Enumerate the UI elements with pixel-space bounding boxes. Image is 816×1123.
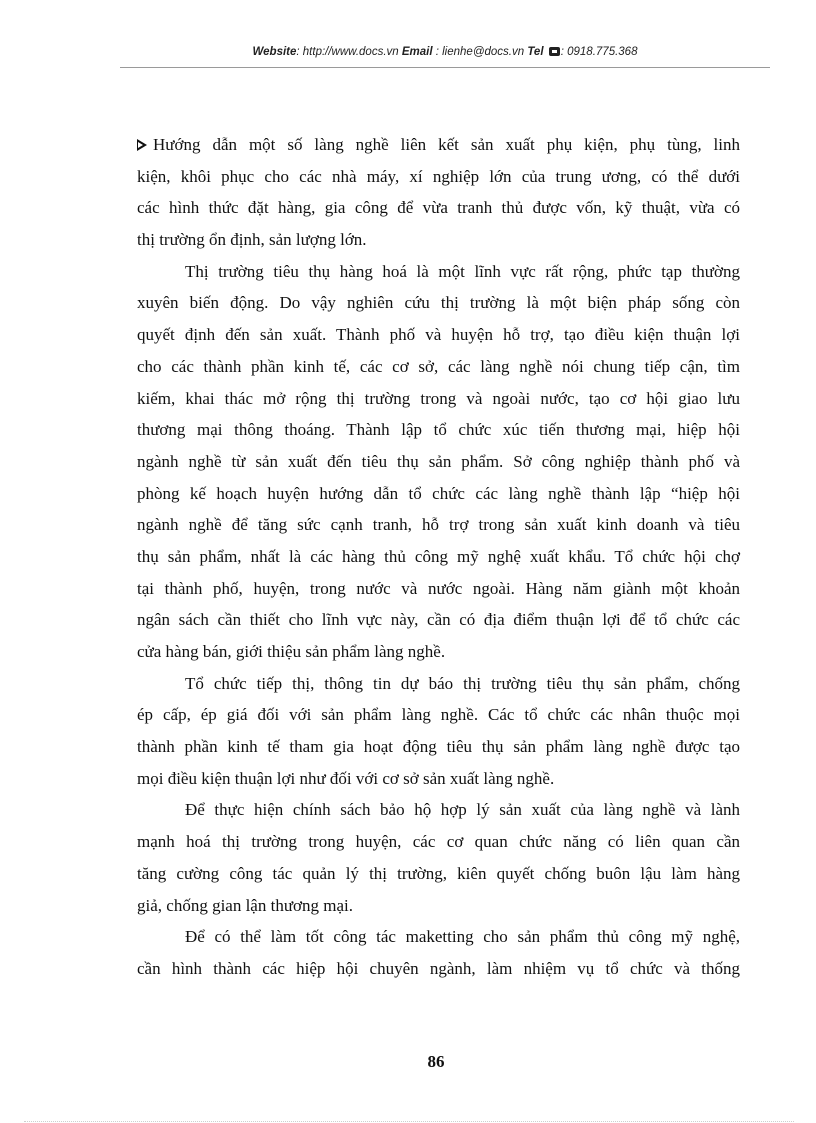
tel-value: : 0918.775.368 bbox=[560, 46, 638, 58]
email-label: Email bbox=[401, 46, 433, 58]
text-line: cần hình thành các hiệp hội chuyên ngành, làm nhiệm vụ tổ chức và thống bbox=[137, 958, 740, 978]
arrow-bullet-icon bbox=[137, 139, 147, 151]
text-line: thương mại thông thoáng. Thành lập tổ chức xúc tiến thương mại, hiệp hội bbox=[137, 420, 740, 440]
text-line: ngân sách cần thiết cho lĩnh vực này, cần có địa điểm thuận lợi để tổ chức các bbox=[137, 610, 740, 630]
text-line: quyết định đến sản xuất. Thành phố và huyện hỗ trợ, tạo điều kiện thuận lợi bbox=[137, 325, 740, 345]
text-line: phòng kế hoạch huyện hướng dẫn tổ chức các làng nghề thành lập “hiệp hội bbox=[137, 483, 740, 503]
text-line: thụ sản phẩm, nhất là các hàng thủ công mỹ nghệ xuất khẩu. Tổ chức hội chợ bbox=[137, 546, 740, 566]
text-line: Hướng dẫn một số làng nghề liên kết sản xuất phụ kiện, phụ tùng, linh bbox=[137, 129, 740, 161]
text-line: Tổ chức tiếp thị, thông tin dự báo thị trường tiêu thụ sản phẩm, chống bbox=[185, 673, 740, 693]
text-line: xuyên biến động. Do vậy nghiên cứu thị trường là một biện pháp sống còn bbox=[137, 293, 740, 313]
text-line: giả, chống gian lận thương mại. bbox=[137, 895, 354, 915]
text-line: các hình thức đặt hàng, gia công để vừa tranh thủ được vốn, kỹ thuật, vừa có bbox=[137, 198, 740, 218]
text-line: cho các thành phần kinh tế, các cơ sở, các làng nghề nói chung tiếp cận, tìm bbox=[137, 356, 740, 376]
text-line: tại thành phố, huyện, trong nước và nước ngoài. Hàng năm giành một khoản bbox=[137, 578, 740, 598]
text-line: kiếm, khai thác mở rộng thị trường trong và ngoài nước, tạo cơ hội giao lưu bbox=[137, 388, 740, 408]
text-line: tăng cường công tác quản lý thị trường, kiên quyết chống buôn lậu làm hàng bbox=[137, 863, 740, 883]
phone-icon bbox=[549, 47, 560, 56]
tel-label: Tel bbox=[527, 46, 544, 58]
page-header bbox=[120, 46, 770, 66]
text-line: ép cấp, ép giá đối với sản phẩm làng nghề. Các tổ chức các nhân thuộc mọi bbox=[137, 705, 740, 725]
header-divider bbox=[120, 67, 770, 68]
text-line: kiện, khôi phục cho các nhà máy, xí nghiệp lớn của trung ương, có thể dưới bbox=[137, 166, 740, 186]
text-line: mọi điều kiện thuận lợi như đối với cơ sở sản xuất làng nghề. bbox=[137, 768, 555, 788]
website-value: : http://www.docs.vn bbox=[296, 46, 402, 58]
text-line: Thị trường tiêu thụ hàng hoá là một lĩnh vực rất rộng, phức tạp thường bbox=[185, 261, 740, 281]
email-value: : lienhe@docs.vn bbox=[432, 46, 528, 58]
footer-divider bbox=[24, 1121, 794, 1122]
document-body bbox=[137, 129, 740, 985]
text-line: mạnh hoá thị trường trong huyện, các cơ quan chức năng có liên quan cần bbox=[137, 832, 740, 852]
text-line: thị trường ổn định, sản lượng lớn. bbox=[137, 230, 367, 250]
text-line: Để có thể làm tốt công tác maketting cho sản phẩm thủ công mỹ nghệ, bbox=[185, 927, 740, 947]
page-number: 86 bbox=[427, 1052, 445, 1071]
text-line: thành phần kinh tế tham gia hoạt động tiêu thụ sản phẩm làng nghề được tạo bbox=[137, 737, 740, 757]
website-label: Website bbox=[252, 46, 297, 58]
text-line: ngành nghề để tăng sức cạnh tranh, hỗ trợ trong sản xuất kinh doanh và tiêu bbox=[137, 515, 740, 535]
text-line: Để thực hiện chính sách bảo hộ hợp lý sản xuất của làng nghề và lành bbox=[185, 800, 740, 820]
text-line: ngành nghề từ sản xuất đến tiêu thụ sản phẩm. Sở công nghiệp thành phố và bbox=[137, 451, 740, 471]
text-line: cửa hàng bán, giới thiệu sản phẩm làng nghề. bbox=[137, 642, 446, 661]
